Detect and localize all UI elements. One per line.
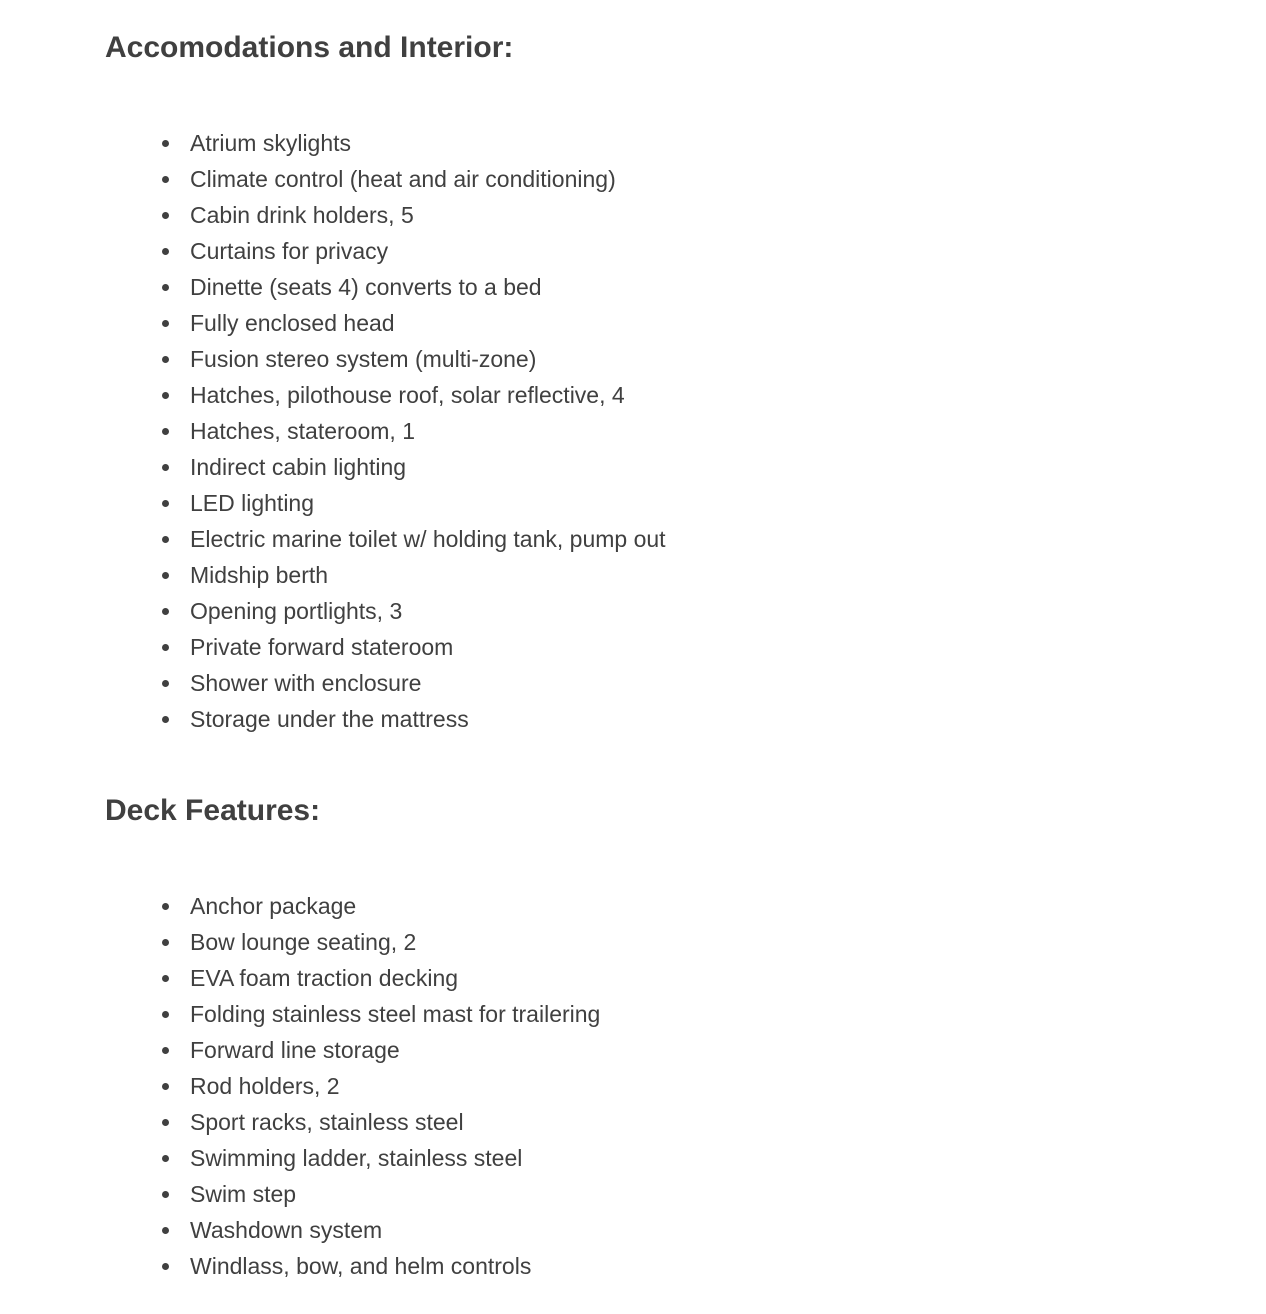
list-item xyxy=(105,593,666,629)
list-item-text: Anchor package xyxy=(190,893,357,919)
list-item-text: Indirect cabin lighting xyxy=(190,454,407,480)
list-item xyxy=(105,197,666,233)
bullet-icon xyxy=(162,500,169,507)
bullet-icon xyxy=(162,356,169,363)
accommodations-feature-list xyxy=(105,125,666,737)
list-item xyxy=(105,557,666,593)
list-item xyxy=(105,1176,600,1212)
bullet-icon xyxy=(162,1011,169,1018)
bullet-icon xyxy=(162,644,169,651)
list-item-text: Rod holders, 2 xyxy=(190,1073,340,1099)
bullet-icon xyxy=(162,392,169,399)
list-item xyxy=(105,701,666,737)
list-item-text: Climate control (heat and air conditioning) xyxy=(190,166,616,192)
list-item-text: Shower with enclosure xyxy=(190,670,422,696)
list-item-text: Sport racks, stainless steel xyxy=(190,1109,464,1135)
bullet-icon xyxy=(162,212,169,219)
list-item xyxy=(105,413,666,449)
list-item xyxy=(105,1068,600,1104)
section-title-accommodations: Accomodations and Interior: xyxy=(105,31,514,64)
list-item-text: Electric marine toilet w/ holding tank, pump out xyxy=(190,526,666,552)
list-item xyxy=(105,305,666,341)
list-item xyxy=(105,341,666,377)
list-item xyxy=(105,233,666,269)
deck-feature-list xyxy=(105,888,600,1284)
bullet-icon xyxy=(162,1263,169,1270)
list-item-text: EVA foam traction decking xyxy=(190,965,459,991)
list-item-text: Hatches, stateroom, 1 xyxy=(190,418,415,444)
list-item-text: Hatches, pilothouse roof, solar reflective, 4 xyxy=(190,382,625,408)
list-item-text: Swimming ladder, stainless steel xyxy=(190,1145,523,1171)
list-item xyxy=(105,629,666,665)
list-item xyxy=(105,996,600,1032)
list-item-text: Storage under the mattress xyxy=(190,706,469,732)
bullet-icon xyxy=(162,716,169,723)
list-item xyxy=(105,1140,600,1176)
bullet-icon xyxy=(162,1191,169,1198)
list-item xyxy=(105,125,666,161)
list-item xyxy=(105,377,666,413)
bullet-icon xyxy=(162,320,169,327)
bullet-icon xyxy=(162,903,169,910)
bullet-icon xyxy=(162,1083,169,1090)
bullet-icon xyxy=(162,1047,169,1054)
list-item-text: Bow lounge seating, 2 xyxy=(190,929,417,955)
list-item xyxy=(105,960,600,996)
bullet-icon xyxy=(162,248,169,255)
list-item xyxy=(105,665,666,701)
list-item xyxy=(105,521,666,557)
list-item xyxy=(105,1104,600,1140)
list-item-text: Atrium skylights xyxy=(190,130,352,156)
list-item-text: Fully enclosed head xyxy=(190,310,395,336)
bullet-icon xyxy=(162,140,169,147)
bullet-icon xyxy=(162,284,169,291)
list-item-text: Cabin drink holders, 5 xyxy=(190,202,414,228)
list-item-text: Fusion stereo system (multi-zone) xyxy=(190,346,537,372)
bullet-icon xyxy=(162,536,169,543)
list-item-text: Swim step xyxy=(190,1181,297,1207)
list-item xyxy=(105,1032,600,1068)
list-item-text: LED lighting xyxy=(190,490,315,516)
bullet-icon xyxy=(162,1227,169,1234)
list-item-text: Curtains for privacy xyxy=(190,238,389,264)
list-item xyxy=(105,161,666,197)
bullet-icon xyxy=(162,572,169,579)
list-item xyxy=(105,888,600,924)
list-item-text: Opening portlights, 3 xyxy=(190,598,403,624)
list-item-text: Dinette (seats 4) converts to a bed xyxy=(190,274,542,300)
section-title-deck-features: Deck Features: xyxy=(105,794,321,827)
list-item-text: Midship berth xyxy=(190,562,329,588)
bullet-icon xyxy=(162,680,169,687)
bullet-icon xyxy=(162,464,169,471)
bullet-icon xyxy=(162,939,169,946)
list-item-text: Forward line storage xyxy=(190,1037,400,1063)
list-item xyxy=(105,449,666,485)
bullet-icon xyxy=(162,975,169,982)
list-item-text: Folding stainless steel mast for trailering xyxy=(190,1001,601,1027)
list-item-text: Private forward stateroom xyxy=(190,634,454,660)
list-item xyxy=(105,1212,600,1248)
list-item xyxy=(105,1248,600,1284)
bullet-icon xyxy=(162,1119,169,1126)
bullet-icon xyxy=(162,608,169,615)
list-item xyxy=(105,269,666,305)
list-item-text: Washdown system xyxy=(190,1217,383,1243)
list-item xyxy=(105,485,666,521)
list-item-text: Windlass, bow, and helm controls xyxy=(190,1253,532,1279)
list-item xyxy=(105,924,600,960)
bullet-icon xyxy=(162,428,169,435)
bullet-icon xyxy=(162,176,169,183)
bullet-icon xyxy=(162,1155,169,1162)
